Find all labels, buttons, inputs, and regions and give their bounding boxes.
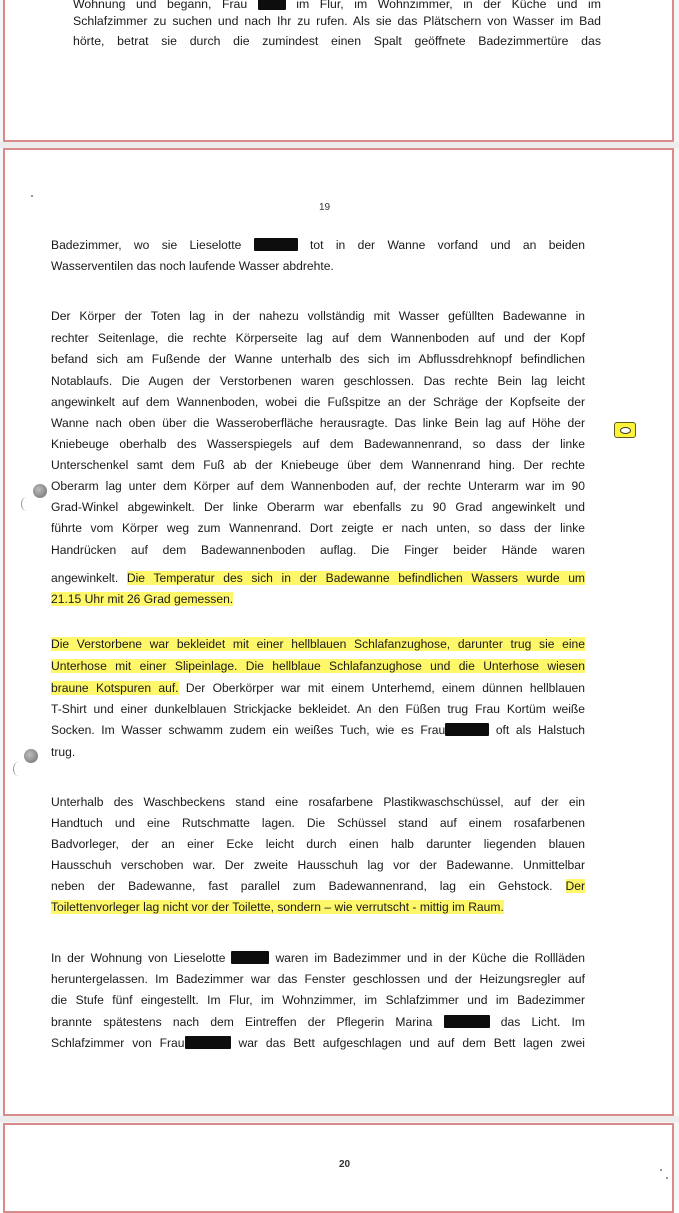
page-number: 19 bbox=[319, 202, 331, 213]
text-line bbox=[51, 394, 585, 410]
redaction-bar bbox=[231, 951, 269, 964]
redaction-bar bbox=[445, 723, 489, 736]
document-page-18 bbox=[3, 0, 674, 142]
text-line bbox=[73, 13, 601, 29]
text-line bbox=[51, 457, 585, 473]
highlighted-text: Toilettenvorleger lag nicht vor der Toilette, sondern – wie verrutscht - mittig im Raum. bbox=[51, 900, 504, 914]
text-segment: Wasserventilen das noch laufende Wasser abdrehte. bbox=[51, 259, 334, 273]
text-line bbox=[51, 373, 585, 389]
text-segment: T-Shirt und einer dunkelblauen Strickjacke bekleidet. An den Füßen trug Frau Kortüm weiße bbox=[51, 702, 585, 716]
text-line bbox=[51, 899, 585, 915]
text-line bbox=[51, 722, 585, 738]
text-segment: trug. bbox=[51, 745, 76, 759]
text-segment: Grad-Winkel abgewinkelt. Der linke Oberarm war ebenfalls zu 90 Grad angewinkelt und bbox=[51, 500, 585, 514]
page-separator bbox=[0, 1116, 679, 1122]
text-segment: oft als Halstuch bbox=[489, 723, 585, 737]
text-line bbox=[51, 992, 585, 1008]
text-segment: Schlafzimmer zu suchen und nach Ihr zu rufen. Als sie das Plätschern von Wasser im Bad bbox=[73, 14, 601, 28]
text-segment: Wohnung und begann, Frau bbox=[73, 0, 258, 11]
scan-speck bbox=[666, 1177, 668, 1179]
text-line bbox=[51, 237, 585, 253]
text-segment: Badezimmer, wo sie Lieselotte bbox=[51, 238, 254, 252]
text-line bbox=[51, 636, 585, 652]
text-segment: Socken. Im Wasser schwamm zudem ein weißes Tuch, wie es Frau bbox=[51, 723, 446, 737]
scan-speck bbox=[31, 195, 33, 197]
text-line bbox=[51, 308, 585, 324]
punch-hole-icon bbox=[33, 484, 47, 498]
text-line bbox=[51, 878, 585, 894]
text-segment: heruntergelassen. Im Badezimmer war das Fenster geschlossen und der Heizungsregler auf bbox=[51, 972, 585, 986]
text-segment: Hausschuh verschoben war. Der zweite Hausschuh lag vor der Badewanne. Unmittelbar bbox=[51, 858, 585, 872]
text-line bbox=[51, 1014, 585, 1030]
text-line bbox=[51, 258, 585, 274]
text-segment: angewinkelt. bbox=[51, 571, 127, 585]
text-segment: angewinkelt auf dem Wannenboden, wobei die Fußspitze an der Schräge der Kopfseite der bbox=[51, 395, 585, 409]
text-segment: brannte spätestens nach dem Eintreffen der Pflegerin Marina bbox=[51, 1015, 444, 1029]
text-line bbox=[51, 794, 585, 810]
text-line bbox=[51, 415, 585, 431]
text-line bbox=[51, 1035, 585, 1051]
text-line bbox=[73, 33, 601, 49]
text-segment: hörte, betrat sie durch die zumindest einen Spalt geöffnete Badezimmertüre das bbox=[73, 34, 601, 48]
highlighted-text: Der bbox=[565, 879, 585, 893]
text-segment: die Stufe fünf eingestellt. Im Flur, im Wohnzimmer, im Schlafzimmer und im Badezimmer bbox=[51, 993, 585, 1007]
text-line bbox=[51, 857, 585, 873]
text-line bbox=[51, 436, 585, 452]
highlighted-text: Die Temperatur des sich in der Badewanne befindlichen Wassers wurde um bbox=[126, 571, 585, 585]
punch-hole-icon bbox=[24, 749, 38, 763]
text-segment: rechter Seitenlage, die rechte Körperseite lag auf dem Wannenboden auf und der Kopf bbox=[51, 331, 585, 345]
text-line bbox=[51, 744, 585, 760]
text-segment: In der Wohnung von Lieselotte bbox=[51, 951, 232, 965]
text-line bbox=[51, 591, 585, 607]
text-segment: Der Körper der Toten lag in der nahezu vollständig mit Wasser gefüllten Badewanne in bbox=[51, 309, 585, 323]
text-line bbox=[73, 0, 601, 12]
text-line bbox=[51, 570, 585, 586]
text-segment: tot in der Wanne vorfand und an beiden bbox=[297, 238, 586, 252]
text-segment: Unterhalb des Waschbeckens stand eine rosafarbene Plastikwaschschüssel, auf der ein bbox=[51, 795, 585, 809]
page-number: 20 bbox=[339, 1159, 351, 1170]
text-segment: Handrücken auf dem Badewannenboden auflag. Die Finger beider Hände waren bbox=[51, 543, 585, 557]
text-line bbox=[51, 680, 585, 696]
text-line bbox=[51, 499, 585, 515]
text-line bbox=[51, 701, 585, 717]
redaction-bar bbox=[254, 238, 298, 251]
text-segment: Kniebeuge oberhalb des Wasserspiegels auf dem Badewannenrand, so dass der linke bbox=[51, 437, 585, 451]
text-segment: war das Bett aufgeschlagen und auf dem Bett lagen zwei bbox=[230, 1036, 585, 1050]
text-segment: führte vom Körper weg zum Wannenrand. Dort zeigte er nach unten, so dass der linke bbox=[51, 521, 585, 535]
text-line bbox=[51, 971, 585, 987]
punch-hole-shadow bbox=[21, 497, 32, 511]
text-line bbox=[51, 478, 585, 494]
text-segment: Unterschenkel samt dem Fuß ab der Kniebeuge über dem Wannenrand hing. Der rechte bbox=[51, 458, 585, 472]
punch-hole-shadow bbox=[13, 762, 24, 776]
text-line bbox=[51, 950, 585, 966]
text-segment: befand sich am Fußende der Wanne unterhalb des sich im Abflussdrehknopf befindlichen bbox=[51, 352, 585, 366]
redaction-bar bbox=[258, 0, 286, 10]
text-segment: Notablaufs. Die Augen der Verstorbenen waren geschlossen. Das rechte Bein lag leicht bbox=[51, 374, 585, 388]
highlighted-text: Unterhose mit einer Slipeinlage. Die hellblaue Schlafanzughose und die Unterhose wiesen bbox=[51, 659, 585, 673]
redaction-bar bbox=[444, 1015, 490, 1028]
redaction-bar bbox=[185, 1036, 231, 1049]
scan-speck bbox=[660, 1169, 662, 1171]
text-segment: Der Oberkörper war mit einem Unterhemd, einem dünnen hellblauen bbox=[178, 681, 585, 695]
text-segment: Badvorleger, der an einer Ecke leicht durch einen halb darunter liegenden blauen bbox=[51, 837, 585, 851]
highlighted-text: 21.15 Uhr mit 26 Grad gemessen. bbox=[51, 592, 234, 606]
highlighted-text: Die Verstorbene war bekleidet mit einer hellblauen Schlafanzughose, darunter trug sie eine bbox=[51, 637, 585, 651]
comment-note-icon[interactable] bbox=[614, 422, 636, 438]
text-segment: Schlafzimmer von Frau bbox=[51, 1036, 185, 1050]
text-segment: Oberarm lag unter dem Körper auf dem Wannenboden auf, der rechte Unterarm war im 90 bbox=[51, 479, 585, 493]
text-segment: waren im Badezimmer und in der Küche die Rollläden bbox=[269, 951, 586, 965]
text-segment: neben der Badewanne, fast parallel zum Badewannenrand, lag ein Gehstock. bbox=[51, 879, 566, 893]
text-line bbox=[51, 658, 585, 674]
text-segment: das Licht. Im bbox=[489, 1015, 585, 1029]
text-line bbox=[51, 520, 585, 536]
text-line bbox=[51, 351, 585, 367]
document-page-19 bbox=[3, 148, 674, 1116]
text-segment: Wanne nach oben über die Wasseroberfläche herausragte. Das linke Bein lag auf Höhe der bbox=[51, 416, 585, 430]
text-segment: Handtuch und eine Rutschmatte lagen. Die Schüssel stand auf einem rosafarbenen bbox=[51, 816, 585, 830]
highlighted-text: braune Kotspuren auf. bbox=[51, 681, 179, 695]
text-line bbox=[51, 836, 585, 852]
text-line bbox=[51, 815, 585, 831]
text-segment: im Flur, im Wohnzimmer, in der Küche und im bbox=[285, 0, 601, 11]
text-line bbox=[51, 330, 585, 346]
text-line bbox=[51, 542, 585, 558]
